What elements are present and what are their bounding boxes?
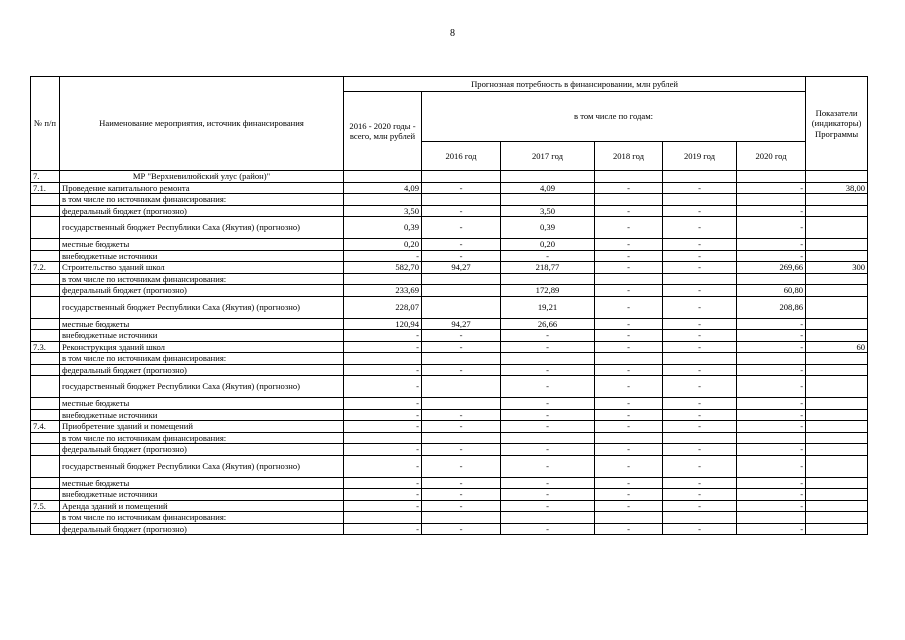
cell-num [31, 489, 60, 501]
cell-2020: 208,86 [737, 296, 806, 318]
cell-2016: - [422, 477, 501, 489]
header-group-title: Прогнозная потребность в финансировании, млн рублей [344, 77, 806, 92]
cell-2018: - [595, 489, 663, 501]
cell-2020 [737, 194, 806, 206]
header-year: 2018 год [595, 142, 663, 171]
cell-num: 7.5. [31, 500, 60, 512]
cell-num: 7.2. [31, 262, 60, 274]
cell-indicator [806, 523, 868, 535]
cell-2020: - [737, 239, 806, 251]
cell-2016 [422, 398, 501, 410]
cell-total: 4,09 [344, 182, 422, 194]
cell-2019: - [663, 182, 737, 194]
cell-2016: 94,27 [422, 262, 501, 274]
cell-2018: - [595, 205, 663, 217]
cell-2016 [422, 512, 501, 524]
cell-2016: - [422, 364, 501, 376]
cell-num [31, 250, 60, 262]
cell-2019 [663, 273, 737, 285]
cell-indicator [806, 364, 868, 376]
cell-2019: - [663, 444, 737, 456]
cell-2016 [422, 376, 501, 398]
cell-name: местные бюджеты [60, 477, 344, 489]
cell-2019: - [663, 330, 737, 342]
cell-2019: - [663, 421, 737, 433]
cell-total: - [344, 376, 422, 398]
header-num: № п/п [31, 77, 60, 171]
cell-2020: - [737, 444, 806, 456]
cell-2019 [663, 432, 737, 444]
cell-total [344, 194, 422, 206]
cell-num: 7.1. [31, 182, 60, 194]
table-row [31, 239, 868, 251]
section-title: МР "Верхневилюйский улус (район)" [60, 171, 344, 183]
cell-2016: - [422, 182, 501, 194]
cell-2020: - [737, 250, 806, 262]
cell-num [31, 409, 60, 421]
cell-2018: - [595, 409, 663, 421]
cell-indicator [806, 239, 868, 251]
cell-2020: - [737, 489, 806, 501]
header-by-years: в том числе по годам: [422, 92, 806, 142]
cell-2019 [663, 353, 737, 365]
cell-indicator [806, 512, 868, 524]
cell-2016 [422, 285, 501, 297]
cell-name: в том числе по источникам финансирования: [60, 512, 344, 524]
cell-num [31, 217, 60, 239]
table-row [31, 273, 868, 285]
cell-total: - [344, 523, 422, 535]
cell-name: внебюджетные источники [60, 330, 344, 342]
cell-indicator [806, 398, 868, 410]
cell-name: местные бюджеты [60, 398, 344, 410]
page-number: 8 [450, 28, 455, 39]
table-row [31, 182, 868, 194]
cell-num [31, 477, 60, 489]
cell-total [344, 512, 422, 524]
cell-2017: - [501, 477, 595, 489]
cell-2017 [501, 194, 595, 206]
table-row [31, 432, 868, 444]
table-row [31, 523, 868, 535]
table-row [31, 262, 868, 274]
financing-table [30, 76, 868, 535]
cell-name: Проведение капитального ремонта [60, 182, 344, 194]
cell-indicator [806, 500, 868, 512]
cell-2020: - [737, 421, 806, 433]
cell-num [31, 273, 60, 285]
cell-name: в том числе по источникам финансирования: [60, 273, 344, 285]
cell-2018: - [595, 376, 663, 398]
cell-total: 233,69 [344, 285, 422, 297]
cell-indicator [806, 489, 868, 501]
cell-2018 [595, 512, 663, 524]
cell-2019: - [663, 455, 737, 477]
cell-total: 3,50 [344, 205, 422, 217]
cell-name: Аренда зданий и помещений [60, 500, 344, 512]
cell-indicator: 60 [806, 341, 868, 353]
cell-2019: - [663, 500, 737, 512]
table-row [31, 512, 868, 524]
table-row [31, 330, 868, 342]
cell-indicator: 300 [806, 262, 868, 274]
cell-indicator [806, 296, 868, 318]
cell-2020 [737, 512, 806, 524]
header-year: 2020 год [737, 142, 806, 171]
cell-2020: - [737, 330, 806, 342]
cell-num [31, 455, 60, 477]
table-row [31, 318, 868, 330]
cell-2017: - [501, 376, 595, 398]
cell-indicator [806, 409, 868, 421]
cell-2017 [501, 432, 595, 444]
cell-2017: - [501, 364, 595, 376]
cell-2017: - [501, 421, 595, 433]
cell-2018 [595, 194, 663, 206]
cell-2016 [422, 432, 501, 444]
cell-name: государственный бюджет Республики Саха (Якутия) (прогнозно) [60, 217, 344, 239]
cell-num [31, 523, 60, 535]
cell-name: Приобретение зданий и помещений [60, 421, 344, 433]
cell-2017: - [501, 250, 595, 262]
cell-2019: - [663, 489, 737, 501]
cell-2019: - [663, 285, 737, 297]
cell-name: в том числе по источникам финансирования: [60, 194, 344, 206]
cell-2018: - [595, 285, 663, 297]
cell-2016: - [422, 500, 501, 512]
cell-num [31, 330, 60, 342]
table-header [31, 77, 868, 171]
cell-2018: - [595, 398, 663, 410]
cell-total: - [344, 330, 422, 342]
cell-2017: - [501, 523, 595, 535]
cell-2019: - [663, 250, 737, 262]
table-row [31, 398, 868, 410]
cell-num [31, 353, 60, 365]
cell-indicator [806, 205, 868, 217]
table-row [31, 376, 868, 398]
cell-indicator [806, 330, 868, 342]
cell-2016 [422, 353, 501, 365]
cell-2019 [663, 194, 737, 206]
cell-2018 [595, 273, 663, 285]
cell-2019: - [663, 376, 737, 398]
cell-num [31, 239, 60, 251]
cell-name: местные бюджеты [60, 318, 344, 330]
cell-2017: - [501, 330, 595, 342]
cell-2020: - [737, 341, 806, 353]
cell-total: 0,20 [344, 239, 422, 251]
cell-total: - [344, 489, 422, 501]
section-num: 7. [31, 171, 60, 183]
cell-indicator [806, 432, 868, 444]
cell-indicator [806, 444, 868, 456]
table-row [31, 477, 868, 489]
table-row [31, 444, 868, 456]
cell-total: - [344, 409, 422, 421]
cell-num [31, 364, 60, 376]
cell-2020 [737, 353, 806, 365]
cell-2020 [737, 432, 806, 444]
table-row [31, 285, 868, 297]
cell-2017 [501, 512, 595, 524]
cell-2020: - [737, 205, 806, 217]
table-row [31, 409, 868, 421]
cell-2018: - [595, 330, 663, 342]
cell-2017: - [501, 409, 595, 421]
cell-name: государственный бюджет Республики Саха (Якутия) (прогнозно) [60, 296, 344, 318]
table-row [31, 217, 868, 239]
cell-2018: - [595, 500, 663, 512]
cell-2017: - [501, 500, 595, 512]
cell-2018: - [595, 318, 663, 330]
cell-num [31, 205, 60, 217]
cell-2017: 3,50 [501, 205, 595, 217]
cell-total [344, 353, 422, 365]
cell-2020: 269,66 [737, 262, 806, 274]
cell-2016: - [422, 409, 501, 421]
cell-num [31, 285, 60, 297]
cell-2017: 4,09 [501, 182, 595, 194]
cell-2020 [737, 273, 806, 285]
cell-2016: - [422, 250, 501, 262]
cell-2018 [595, 353, 663, 365]
cell-2016: - [422, 444, 501, 456]
cell-name: федеральный бюджет (прогнозно) [60, 205, 344, 217]
cell-2020: - [737, 409, 806, 421]
cell-name: местные бюджеты [60, 239, 344, 251]
cell-total: - [344, 250, 422, 262]
table-row [31, 296, 868, 318]
cell-2018: - [595, 444, 663, 456]
cell-total [344, 432, 422, 444]
cell-name: государственный бюджет Республики Саха (Якутия) (прогнозно) [60, 455, 344, 477]
table-row [31, 455, 868, 477]
cell-num [31, 398, 60, 410]
table-row [31, 353, 868, 365]
cell-2017: 19,21 [501, 296, 595, 318]
cell-indicator [806, 194, 868, 206]
cell-total: - [344, 398, 422, 410]
table-body [31, 171, 868, 535]
cell-total: 120,94 [344, 318, 422, 330]
cell-2018: - [595, 217, 663, 239]
cell-2019: - [663, 477, 737, 489]
cell-2016: - [422, 205, 501, 217]
cell-2019: - [663, 398, 737, 410]
cell-2017: 218,77 [501, 262, 595, 274]
cell-2020: - [737, 523, 806, 535]
cell-2019: - [663, 296, 737, 318]
table-row [31, 500, 868, 512]
cell-total: 582,70 [344, 262, 422, 274]
cell-2016: - [422, 421, 501, 433]
cell-2018: - [595, 477, 663, 489]
cell-2019 [663, 512, 737, 524]
cell-2020: - [737, 364, 806, 376]
cell-2017: - [501, 455, 595, 477]
cell-2019: - [663, 239, 737, 251]
cell-2018: - [595, 421, 663, 433]
header-indicators: Показатели (индикаторы) Программы [806, 77, 868, 171]
cell-num [31, 376, 60, 398]
cell-2020: - [737, 477, 806, 489]
cell-2018: - [595, 182, 663, 194]
cell-2018: - [595, 239, 663, 251]
cell-2016: 94,27 [422, 318, 501, 330]
cell-2019: - [663, 318, 737, 330]
cell-2020: - [737, 217, 806, 239]
header-year: 2019 год [663, 142, 737, 171]
cell-2016: - [422, 239, 501, 251]
cell-2020: - [737, 318, 806, 330]
cell-2017: 172,89 [501, 285, 595, 297]
cell-total: - [344, 421, 422, 433]
cell-name: в том числе по источникам финансирования: [60, 353, 344, 365]
header-year: 2016 год [422, 142, 501, 171]
cell-2016 [422, 194, 501, 206]
cell-indicator [806, 285, 868, 297]
header-total: 2016 - 2020 годы - всего, млн рублей [344, 92, 422, 171]
cell-2017: 0,20 [501, 239, 595, 251]
cell-2017: - [501, 341, 595, 353]
cell-name: федеральный бюджет (прогнозно) [60, 364, 344, 376]
cell-indicator [806, 477, 868, 489]
cell-num [31, 318, 60, 330]
cell-2018 [595, 432, 663, 444]
cell-total: - [344, 477, 422, 489]
cell-2018: - [595, 341, 663, 353]
cell-total: 0,39 [344, 217, 422, 239]
cell-2019: - [663, 341, 737, 353]
cell-2017: - [501, 444, 595, 456]
cell-2020: - [737, 455, 806, 477]
table-row [31, 205, 868, 217]
cell-total: - [344, 500, 422, 512]
cell-num: 7.3. [31, 341, 60, 353]
cell-2020: - [737, 398, 806, 410]
cell-num [31, 512, 60, 524]
section-row [31, 171, 868, 183]
cell-total: - [344, 364, 422, 376]
cell-2017 [501, 273, 595, 285]
cell-2016: - [422, 455, 501, 477]
cell-name: федеральный бюджет (прогнозно) [60, 444, 344, 456]
cell-total: 228,07 [344, 296, 422, 318]
table-row [31, 341, 868, 353]
cell-2017 [501, 353, 595, 365]
cell-indicator [806, 455, 868, 477]
header-name: Наименование мероприятия, источник финансирования [60, 77, 344, 171]
cell-indicator [806, 250, 868, 262]
cell-name: Строительство зданий школ [60, 262, 344, 274]
cell-2019: - [663, 217, 737, 239]
cell-2020: - [737, 182, 806, 194]
cell-total: - [344, 455, 422, 477]
cell-2016: - [422, 489, 501, 501]
cell-indicator [806, 421, 868, 433]
cell-name: государственный бюджет Республики Саха (Якутия) (прогнозно) [60, 376, 344, 398]
cell-2018: - [595, 296, 663, 318]
cell-2018: - [595, 523, 663, 535]
cell-2020: - [737, 376, 806, 398]
cell-2019: - [663, 364, 737, 376]
table-row [31, 364, 868, 376]
cell-indicator [806, 217, 868, 239]
cell-num [31, 194, 60, 206]
cell-2019: - [663, 262, 737, 274]
cell-name: федеральный бюджет (прогнозно) [60, 523, 344, 535]
cell-total: - [344, 341, 422, 353]
table-row [31, 421, 868, 433]
cell-2020: 60,80 [737, 285, 806, 297]
cell-2018: - [595, 455, 663, 477]
cell-2016: - [422, 523, 501, 535]
cell-2017: 26,66 [501, 318, 595, 330]
cell-indicator [806, 273, 868, 285]
cell-2016: - [422, 217, 501, 239]
cell-indicator [806, 376, 868, 398]
cell-num: 7.4. [31, 421, 60, 433]
table-row [31, 250, 868, 262]
cell-total [344, 273, 422, 285]
cell-num [31, 296, 60, 318]
cell-2018: - [595, 250, 663, 262]
cell-indicator: 38,00 [806, 182, 868, 194]
cell-2016: - [422, 341, 501, 353]
cell-name: федеральный бюджет (прогнозно) [60, 285, 344, 297]
cell-2017: - [501, 398, 595, 410]
cell-2017: 0,39 [501, 217, 595, 239]
cell-total: - [344, 444, 422, 456]
cell-num [31, 432, 60, 444]
cell-name: Реконструкция зданий школ [60, 341, 344, 353]
cell-indicator [806, 353, 868, 365]
cell-2019: - [663, 205, 737, 217]
cell-2020: - [737, 500, 806, 512]
cell-indicator [806, 318, 868, 330]
cell-num [31, 444, 60, 456]
cell-2016 [422, 273, 501, 285]
table-row [31, 489, 868, 501]
cell-name: внебюджетные источники [60, 250, 344, 262]
cell-name: в том числе по источникам финансирования: [60, 432, 344, 444]
cell-2017: - [501, 489, 595, 501]
cell-name: внебюджетные источники [60, 409, 344, 421]
cell-2018: - [595, 364, 663, 376]
cell-2016 [422, 296, 501, 318]
cell-2018: - [595, 262, 663, 274]
cell-name: внебюджетные источники [60, 489, 344, 501]
cell-2019: - [663, 523, 737, 535]
cell-2016: - [422, 330, 501, 342]
cell-2019: - [663, 409, 737, 421]
table-row [31, 194, 868, 206]
header-year: 2017 год [501, 142, 595, 171]
